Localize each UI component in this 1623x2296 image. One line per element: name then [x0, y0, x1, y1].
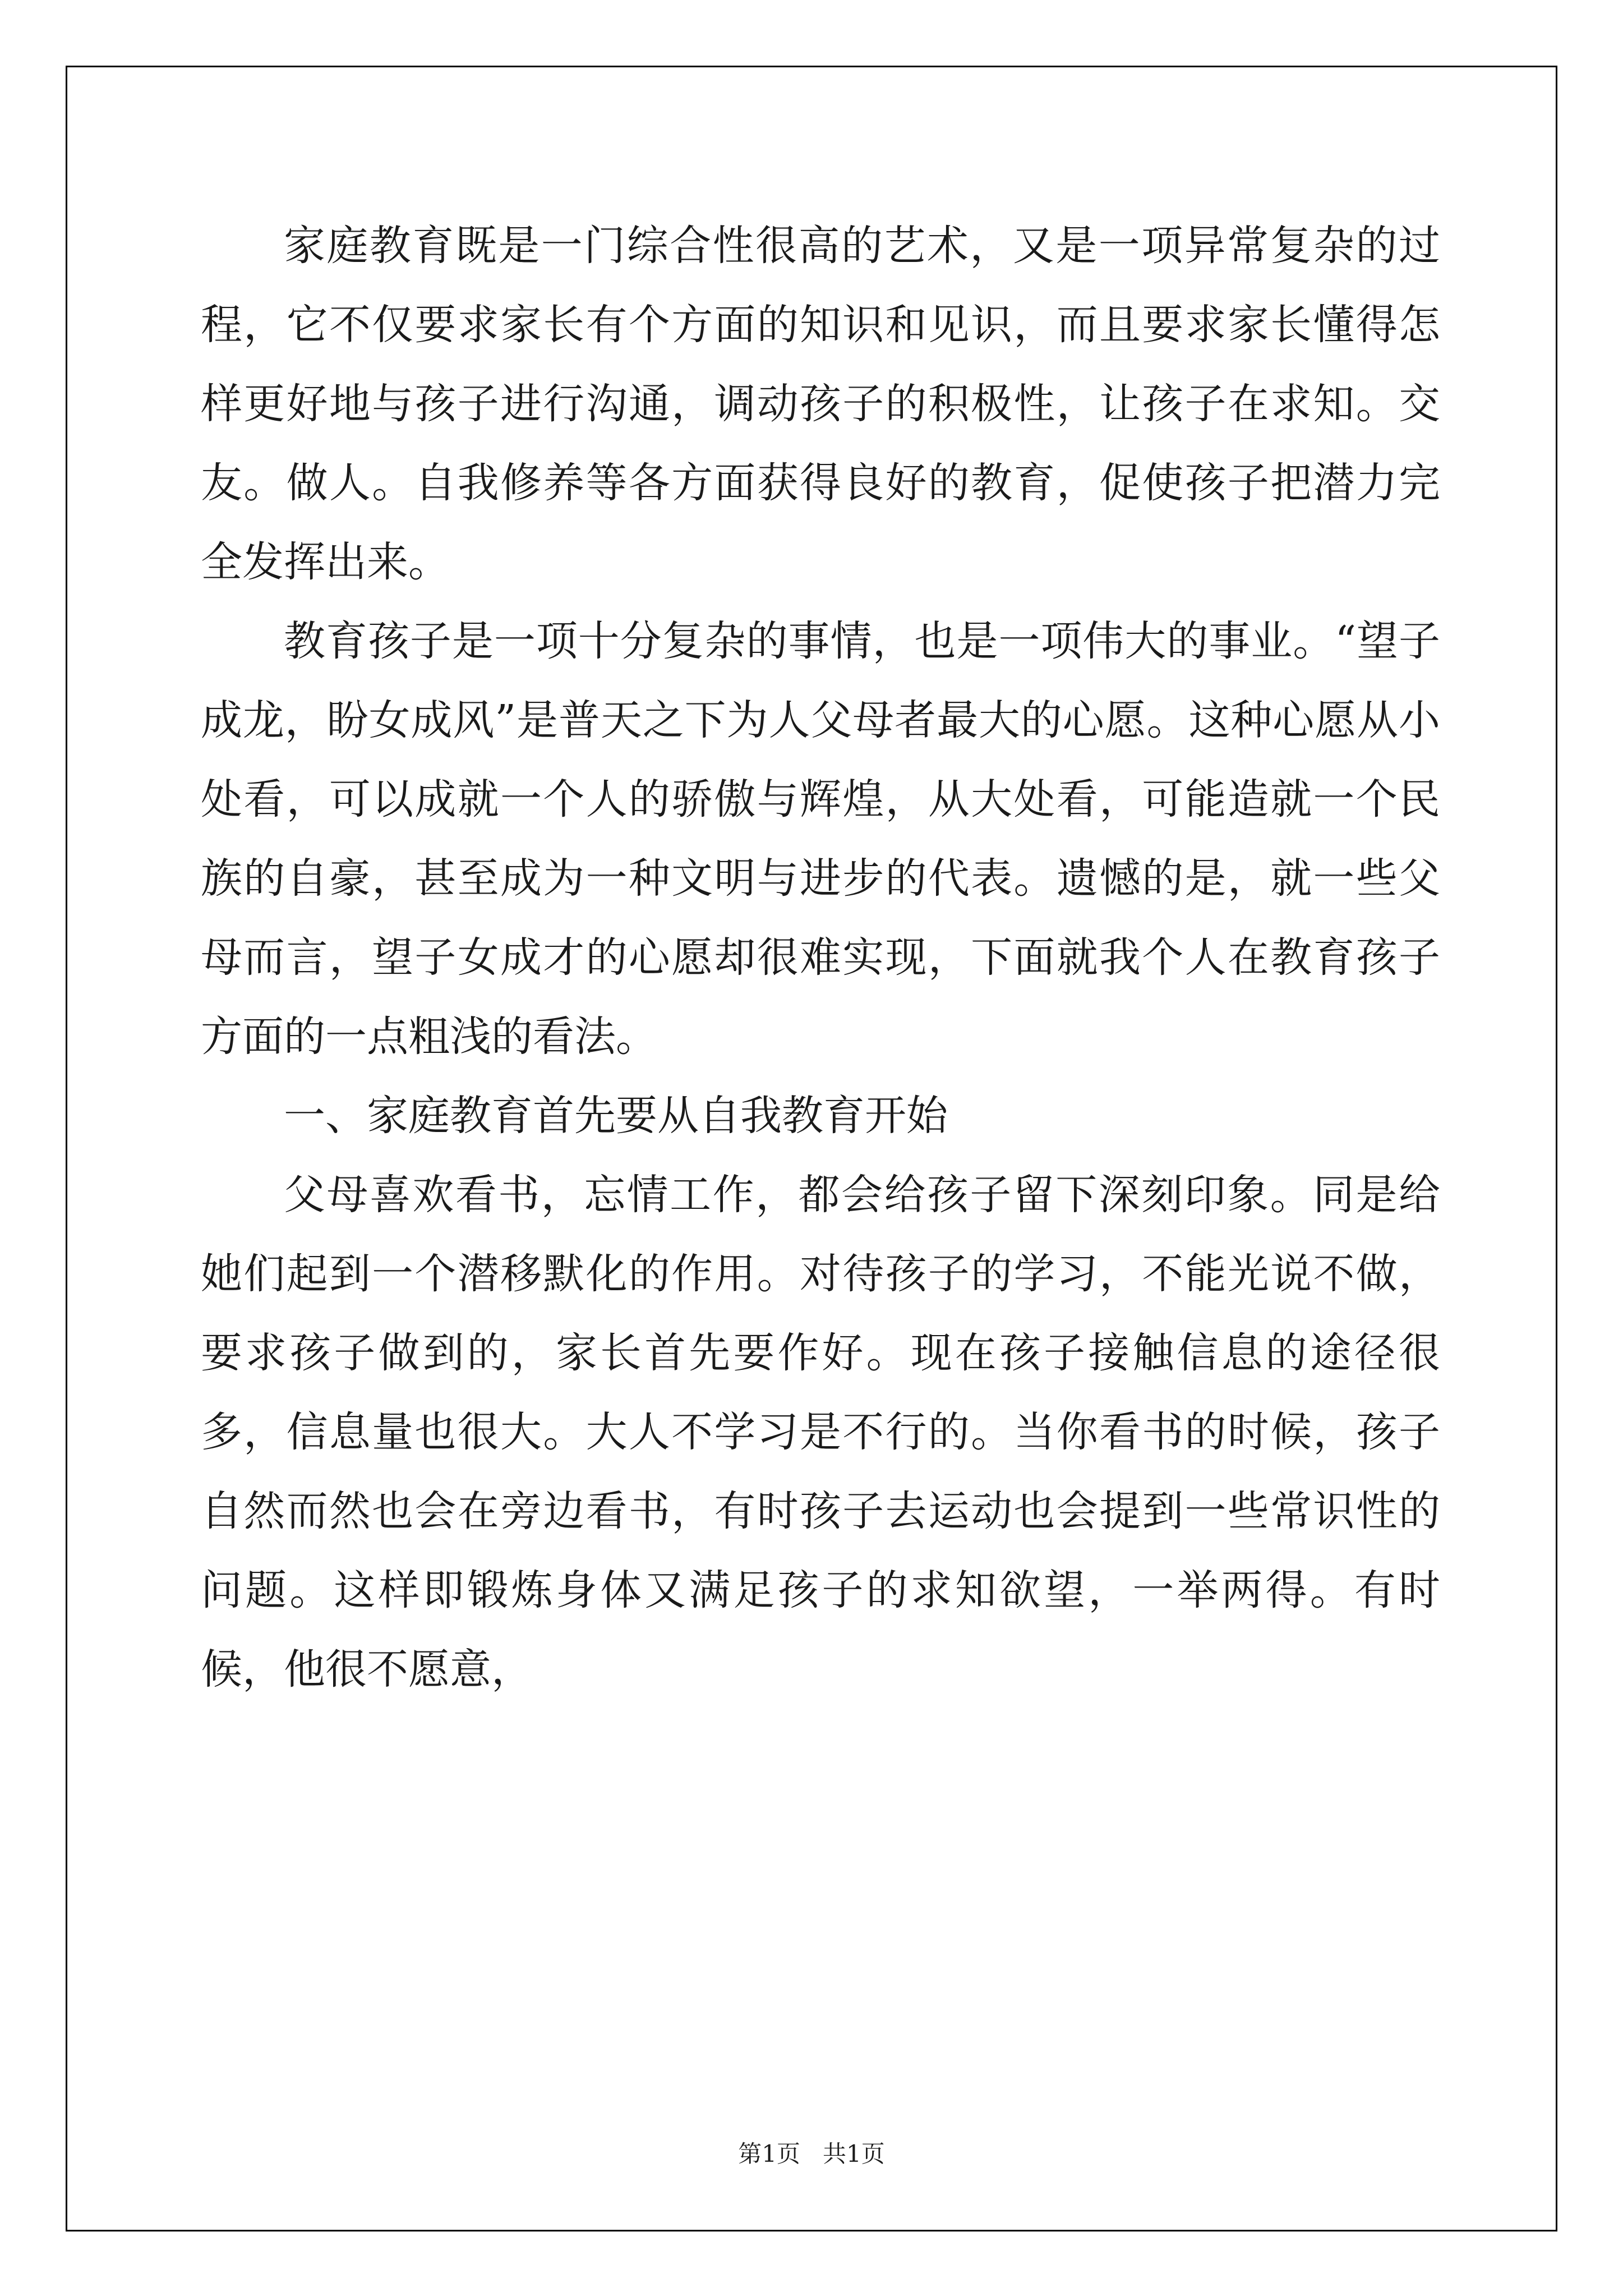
page-number: 第1页	[738, 2140, 800, 2168]
document-body	[201, 206, 1440, 1709]
paragraph-education-career: 教育孩子是一项十分复杂的事情，也是一项伟大的事业。“望子成龙，盼女成风”是普天之下为人父母者最大的心愿。这种心愿从小处看，可以成就一个人的骄傲与辉煌，从大处看，可能造就一个民族的自豪，甚至成为一种文明与进步的代表。遗憾的是，就一些父母而言，望子女成才的心愿却很难实现，下面就我个人在教育孩子方面的一点粗浅的看法。	[201, 617, 1440, 1061]
page-footer	[0, 2138, 1623, 2170]
page-total: 共1页	[823, 2140, 885, 2168]
section-heading-self-education: 一、家庭教育首先要从自我教育开始	[284, 1092, 948, 1140]
paragraph-intro: 家庭教育既是一门综合性很高的艺术，又是一项异常复杂的过程，它不仅要求家长有个方面的知识和见识，而且要求家长懂得怎样更好地与孩子进行沟通，调动孩子的积极性，让孩子在求知。交友。做人。自我修养等各方面获得良好的教育，促使孩子把潜力完全发挥出来。	[201, 222, 1440, 586]
paragraph-parents-example: 父母喜欢看书，忘情工作，都会给孩子留下深刻印象。同是给她们起到一个潜移默化的作用。对待孩子的学习，不能光说不做，要求孩子做到的，家长首先要作好。现在孩子接触信息的途径很多，信息量也很大。大人不学习是不行的。当你看书的时候，孩子自然而然也会在旁边看书，有时孩子去运动也会提到一些常识性的问题。这样即锻炼身体又满足孩子的求知欲望，一举两得。有时候，他很不愿意，	[201, 1171, 1440, 1694]
